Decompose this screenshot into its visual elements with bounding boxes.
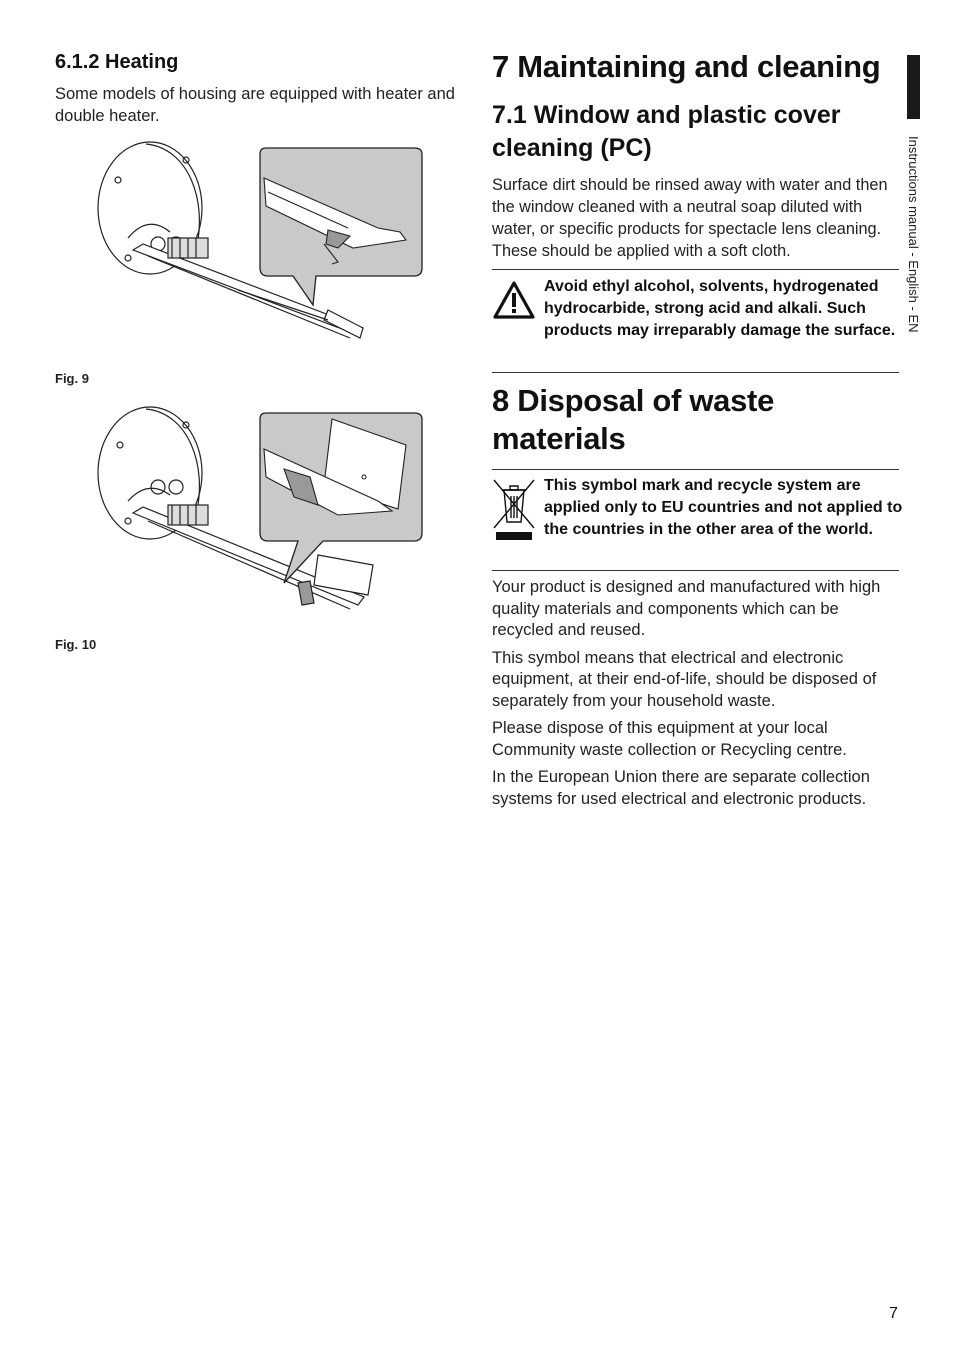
disposal-paragraph: This symbol means that electrical and electronic equipment, at their end-of-life, should be disposed of separately from your household waste. xyxy=(492,648,877,710)
heating-text: Some models of housing are equipped with heater and double heater. xyxy=(55,85,455,125)
weee-text: This symbol mark and recycle system are applied only to EU countries and not applied to the countries in the other area of the world. xyxy=(544,477,903,538)
weee-top-rule xyxy=(492,469,899,470)
weee-bottom-rule xyxy=(492,570,899,571)
section8-title: 8 Disposal of waste materials xyxy=(492,383,775,456)
section71-text: Surface dirt should be rinsed away with water and then the window cleaned with a neutral soap diluted with water, or specific products for spectacle lens cleaning. These should be applied with a soft cloth. xyxy=(492,176,888,260)
disposal-paragraph: Your product is designed and manufactured with high quality materials and components which can be recycled and reused. xyxy=(492,578,881,639)
warning-top-rule xyxy=(492,269,899,270)
warning-text: Avoid ethyl alcohol, solvents, hydrogenated hydrocarbide, strong acid and alkali. Such products may irreparably damage the surface. xyxy=(544,278,896,339)
fig10-caption: Fig. 10 xyxy=(55,637,97,652)
warning-triangle-icon xyxy=(492,280,536,320)
heading-heating: 6.1.2 Heating xyxy=(55,51,179,73)
crossed-bin-icon xyxy=(492,478,536,544)
disposal-paragraphs xyxy=(492,577,902,816)
warning-bottom-rule xyxy=(492,372,899,373)
section71-title: 7.1 Window and plastic cover cleaning (PC) xyxy=(492,101,841,162)
section7-title: 7 Maintaining and cleaning xyxy=(492,49,881,84)
disposal-paragraph: In the European Union there are separate collection systems for used electrical and electronic products. xyxy=(492,768,870,808)
figure-9-illustration xyxy=(88,140,428,345)
section-tab-marker xyxy=(907,55,920,119)
disposal-paragraph: Please dispose of this equipment at your local Community waste collection or Recycling centre. xyxy=(492,719,847,759)
fig9-caption: Fig. 9 xyxy=(55,371,89,386)
side-running-label: Instructions manual - English - EN xyxy=(906,136,921,333)
figure-10-illustration xyxy=(88,405,428,620)
page-number: 7 xyxy=(889,1305,898,1322)
